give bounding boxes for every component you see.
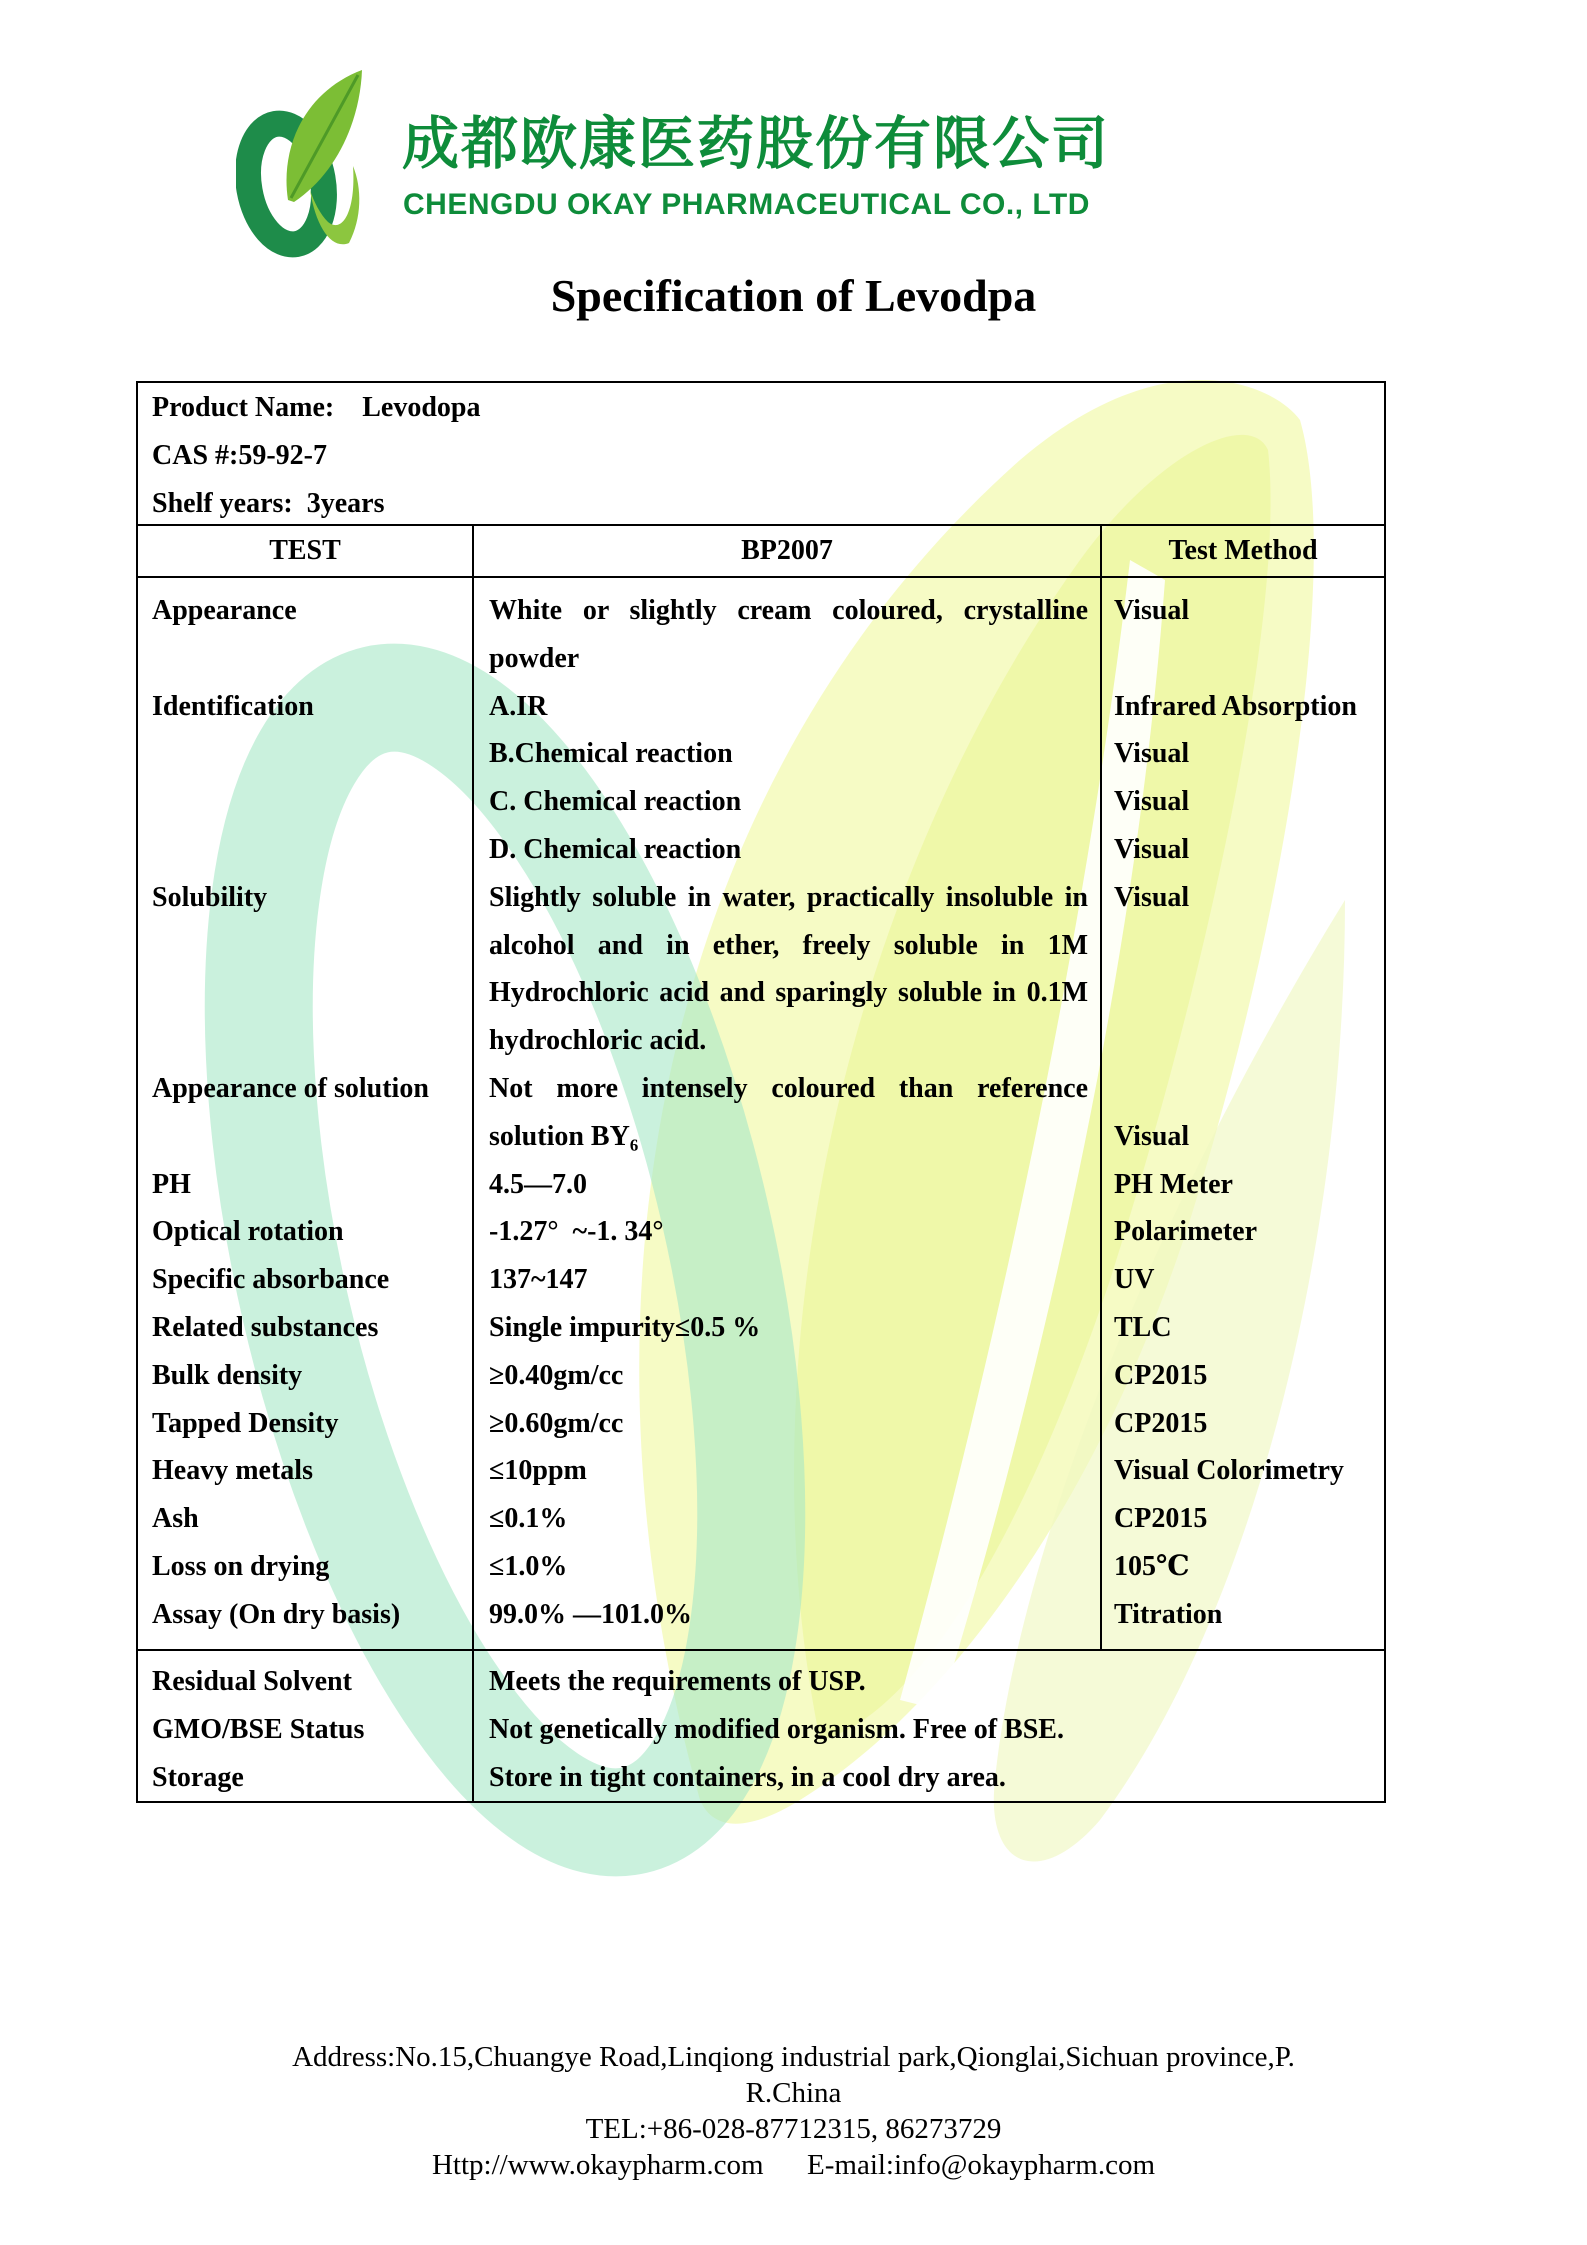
table-row [138, 1113, 1384, 1161]
company-logo [236, 60, 386, 265]
cell-spec: A.IR [489, 690, 548, 722]
company-name-chinese: 成都欧康医药股份有限公司 [402, 111, 1110, 177]
cell-spec: C. Chemical reaction [489, 786, 742, 818]
cell-method: Infrared Absorption [1114, 690, 1357, 722]
cell-method: Visual [1114, 1120, 1190, 1152]
cell-spec: 4.5—7.0 [489, 1168, 587, 1200]
cell-test: Appearance of solution [152, 1072, 429, 1104]
table-row [138, 874, 1384, 922]
cell-spec: ≤0.1% [489, 1503, 568, 1535]
cell-test: Identification [152, 690, 314, 722]
cell-test [138, 826, 474, 874]
cell-test: GMO/BSE Status [152, 1713, 365, 1745]
cell-method: Visual [1114, 881, 1190, 913]
table-row [138, 1304, 1384, 1352]
cell-spec: ≤10ppm [489, 1455, 587, 1487]
cell-method: Visual [1114, 786, 1190, 818]
contact-footer [0, 2039, 1587, 2183]
table-row [138, 969, 1384, 1017]
cell-method: 105℃ [1114, 1550, 1190, 1582]
column-divider [472, 1651, 474, 1801]
cell-spec: ≥0.60gm/cc [489, 1407, 624, 1439]
cell-test: Bulk density [152, 1359, 303, 1391]
table-row [138, 1543, 1384, 1591]
cell-method: UV [1114, 1264, 1155, 1296]
cell-test: Tapped Density [152, 1407, 339, 1439]
cell-test: PH [152, 1168, 191, 1200]
specification-table [136, 381, 1386, 1803]
cell-test [138, 778, 474, 826]
cell-spec: Meets the requirements of USP. [489, 1666, 866, 1697]
column-header-test: TEST [138, 526, 474, 576]
cell-spec: -1.27° ~-1. 34° [489, 1216, 664, 1248]
cell-method: Visual [1114, 738, 1190, 770]
table-header-row [138, 526, 1384, 578]
table-row [138, 683, 1384, 731]
cell-spec: hydrochloric acid. [489, 1025, 707, 1057]
cell-test: Solubility [152, 881, 268, 913]
company-name-english: CHENGDU OKAY PHARMACEUTICAL CO., LTD [403, 188, 1090, 221]
cell-method [1102, 635, 1384, 683]
cell-method: Polarimeter [1114, 1216, 1258, 1248]
cell-method: Visual [1114, 833, 1190, 865]
cell-method [1102, 922, 1384, 970]
footer-telephone: TEL:+86-028-87712315, 86273729 [585, 2113, 1002, 2145]
product-name-line: Product Name: Levodopa [152, 392, 481, 423]
cell-method [1102, 1065, 1384, 1113]
cell-spec: 137~147 [489, 1264, 588, 1296]
table-row [138, 922, 1384, 970]
table-row [138, 1208, 1384, 1256]
cell-test [138, 922, 474, 970]
cell-test: Loss on drying [152, 1550, 330, 1582]
product-info-box [138, 383, 1384, 526]
table-body [138, 578, 1384, 1651]
cell-method: CP2015 [1114, 1503, 1208, 1535]
table-row [138, 1256, 1384, 1304]
cell-spec: ≤1.0% [489, 1550, 568, 1582]
cell-test: Assay (On dry basis) [152, 1598, 401, 1630]
table-row [138, 587, 1384, 635]
table-row [138, 778, 1384, 826]
cell-test [138, 635, 474, 683]
table-row [138, 730, 1384, 778]
cell-spec: Store in tight containers, in a cool dry area. [489, 1761, 1006, 1793]
cell-method: Visual [1114, 595, 1190, 626]
cas-number-line: CAS #:59-92-7 [152, 440, 327, 471]
cell-method: Titration [1114, 1598, 1223, 1630]
cell-method: TLC [1114, 1311, 1172, 1343]
cell-method: CP2015 [1114, 1359, 1208, 1391]
table-row [138, 1352, 1384, 1400]
cell-test [138, 1017, 474, 1065]
cell-test: Storage [152, 1761, 244, 1793]
table-row [138, 635, 1384, 683]
cell-test: Related substances [152, 1311, 379, 1343]
table-row [138, 826, 1384, 874]
cell-spec: Hydrochloric acid and sparingly soluble in 0.1M [489, 977, 1088, 1009]
cell-spec: powder [489, 642, 580, 674]
table-row [138, 1161, 1384, 1209]
cell-spec: White or slightly cream coloured, crystalline [489, 595, 1088, 626]
cell-spec: solution BY₆ [489, 1120, 639, 1152]
table-row [138, 1495, 1384, 1543]
table-row [138, 1447, 1384, 1495]
cell-method: CP2015 [1114, 1407, 1208, 1439]
cell-spec: D. Chemical reaction [489, 833, 742, 865]
cell-test [138, 1113, 474, 1161]
cell-test: Heavy metals [152, 1455, 313, 1487]
cell-test: Appearance [152, 595, 297, 626]
column-divider [1100, 578, 1102, 1649]
shelf-years-line: Shelf years: 3years [152, 488, 385, 519]
cell-test: Ash [152, 1503, 199, 1535]
cell-spec: Single impurity≤0.5 % [489, 1311, 761, 1343]
table-row [138, 1658, 1384, 1706]
table-row [138, 1017, 1384, 1065]
footer-address-line1: Address:No.15,Chuangye Road,Linqiong industrial park,Qionglai,Sichuan province,P. [292, 2041, 1295, 2073]
footer-web-email: Http://www.okaypharm.com E-mail:info@okaypharm.com [431, 2149, 1156, 2181]
cell-method: Visual Colorimetry [1114, 1455, 1344, 1487]
cell-test: Optical rotation [152, 1216, 344, 1248]
footer-address-line2: R.China [745, 2077, 842, 2109]
table-row [138, 1706, 1384, 1754]
page-title: Specification of Levodpa [550, 270, 1037, 321]
cell-method [1102, 1017, 1384, 1065]
column-divider [472, 578, 474, 1649]
table-row [138, 1754, 1384, 1802]
cell-method: PH Meter [1114, 1168, 1233, 1200]
table-row [138, 1591, 1384, 1639]
table-row [138, 1400, 1384, 1448]
column-header-test-method: Test Method [1168, 535, 1318, 566]
table-row [138, 1065, 1384, 1113]
cell-spec: B.Chemical reaction [489, 738, 733, 770]
column-header-bp2007: BP2007 [474, 526, 1102, 576]
cell-spec: Not genetically modified organism. Free of BSE. [489, 1713, 1064, 1745]
cell-test: Specific absorbance [152, 1264, 390, 1296]
cell-method [1102, 969, 1384, 1017]
cell-spec: Not more intensely coloured than reference [489, 1072, 1088, 1104]
cell-spec: ≥0.40gm/cc [489, 1359, 624, 1391]
cell-test [138, 730, 474, 778]
cell-test [138, 969, 474, 1017]
cell-spec: alcohol and in ether, freely soluble in 1M [489, 929, 1088, 961]
table-bottom-section [138, 1651, 1384, 1801]
cell-test: Residual Solvent [152, 1666, 352, 1697]
cell-spec: 99.0% —101.0% [489, 1598, 692, 1630]
cell-spec: Slightly soluble in water, practically insoluble in [489, 881, 1088, 913]
